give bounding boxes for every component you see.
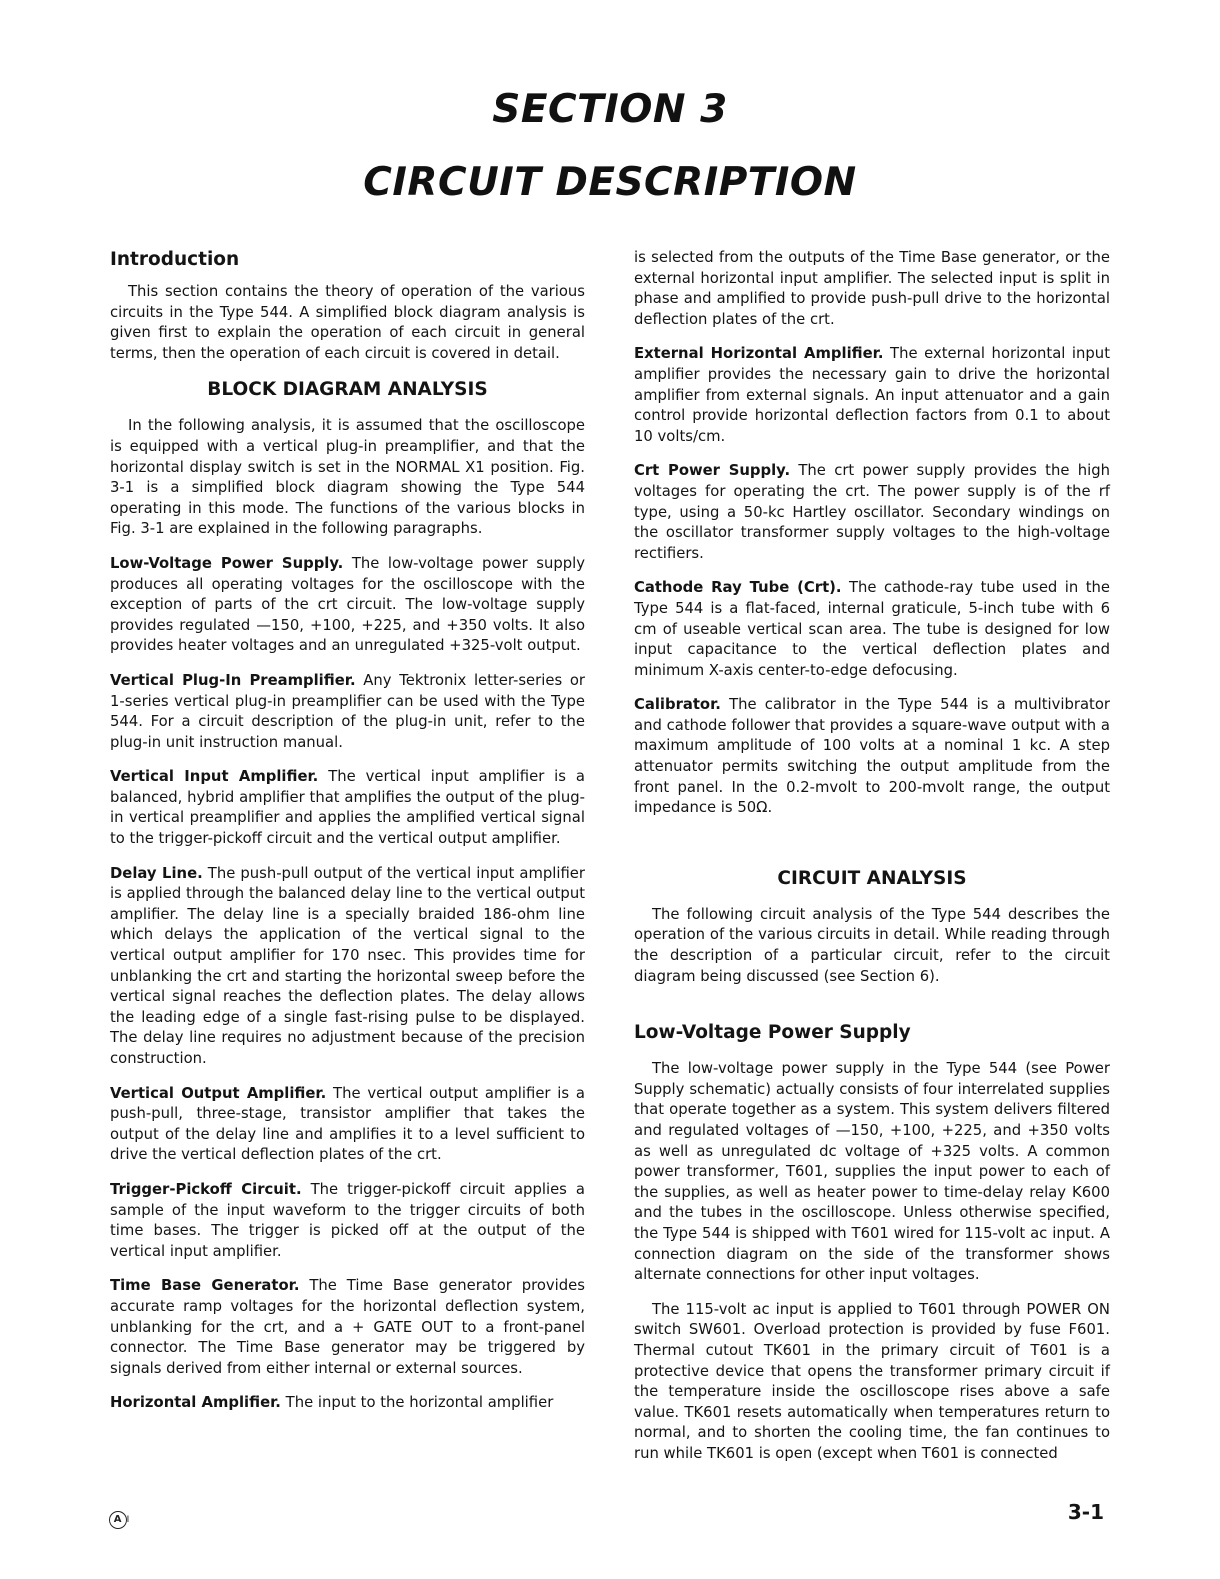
introduction-paragraph: This section contains the theory of operation of the various circuits in the Type 544. A simplified block diagram analysis is given first to explain the operation of each circuit in general terms, then the operation of each circuit is covered in detail. <box>110 283 585 362</box>
time-base-paragraph <box>110 1276 585 1379</box>
circuit-analysis-paragraph: The following circuit analysis of the Type 544 describes the operation of the various circuits in detail. While reading through the description of a particular circuit, refer to the circuit diagram being discussed (see Section 6). <box>634 905 1110 985</box>
crt-power-paragraph <box>634 461 1110 564</box>
horizontal-amp-text: The input to the horizontal amplifier <box>285 1394 554 1412</box>
manual-revision-logo <box>108 1510 130 1530</box>
cathode-ray-text: The cathode-ray tube used in the Type 544 is a flat-faced, internal graticule, 5-inch tube with 6 cm of useable vertical scan area. The tube is designed for low input capacitance to the vertical deflection plates and minimum X-axis center-to-edge defocusing. <box>634 579 1110 679</box>
delay-line-title: Delay Line. <box>110 864 203 882</box>
vertical-plugin-text: Any Tektronix letter-series or 1-series vertical plug-in preamplifier can be used with the Type 544. For a circuit description of the plug-in unit, refer to the plug-in unit instruction manual. <box>110 671 585 751</box>
lv-power-supply-text: The low-voltage power supply produces all operating voltages for the oscilloscope with the exception of parts of the crt circuit. The low-voltage supply provides regulated —150, +100, +225, and +350 volts. It also provides heater voltages and an unregulated +325-volt output. <box>110 554 585 655</box>
horizontal-amp-continued: is selected from the outputs of the Time Base generator, or the external horizontal input amplifier. The selected input is split in phase and amplified to provide push-pull drive to the horizontal deflection plates of the crt. <box>634 249 1110 328</box>
revision-subscript: I <box>126 1515 130 1525</box>
cathode-ray-title: Cathode Ray Tube (Crt). <box>634 579 842 597</box>
delay-line-text: The push-pull output of the vertical input amplifier is applied through the balanced delay line to the vertical output amplifier. The delay line is a specially braided 186-ohm line which delays the application of the vertical signal to the vertical output amplifier for 170 nsec. This provides time for unblanking the crt and starting the horizontal sweep before the vertical signal reaches the deflection plates. The delay allows the leading edge of a single fast-rising pulse to be displayed. The delay line requires no adjustment because of the precision construction. <box>110 864 585 1067</box>
right-column <box>634 248 1110 1465</box>
calibrator-paragraph <box>634 695 1110 819</box>
vertical-plugin-title: Vertical Plug-In Preamplifier. <box>110 671 356 689</box>
vertical-output-paragraph <box>110 1084 585 1166</box>
vertical-output-text: The vertical output amplifier is a push-pull, three-stage, transistor amplifier that takes the output of the delay line and amplifies it to a level sufficient to drive the vertical deflection plates of the crt. <box>110 1084 585 1164</box>
trigger-pickoff-text: The trigger-pickoff circuit applies a sample of the input waveform to the trigger circuits of both time bases. The trigger is picked off at the output of the vertical input amplifier. <box>110 1180 585 1260</box>
trigger-pickoff-paragraph <box>110 1180 585 1262</box>
circuit-analysis-heading: CIRCUIT ANALYSIS <box>777 867 967 889</box>
trigger-pickoff-title: Trigger-Pickoff Circuit. <box>110 1180 302 1198</box>
delay-line-paragraph <box>110 864 585 1070</box>
ext-horizontal-text: The external horizontal input amplifier provides the necessary gain to drive the horizontal amplifier from external signals. An input attenuator and a gain control provide horizontal deflection factors from 0.1 to about 10 volts/cm. <box>634 345 1110 445</box>
crt-power-title: Crt Power Supply. <box>634 462 791 480</box>
introduction-heading: Introduction <box>110 249 240 270</box>
ext-horizontal-paragraph <box>634 344 1110 447</box>
time-base-text: The Time Base generator provides accurate ramp voltages for the horizontal deflection system, unblanking for the crt, and a + GATE OUT to a front-panel connector. The Time Base generator may be triggered by signals derived from either internal or external sources. <box>110 1277 585 1377</box>
lv-power-supply-paragraph <box>110 554 585 657</box>
vertical-input-text: The vertical input amplifier is a balanced, hybrid amplifier that amplifies the output of the plug-in vertical preamplifier and applies the amplified vertical signal to the trigger-pickoff circuit and the vertical output amplifier. <box>110 768 585 848</box>
vertical-input-paragraph <box>110 767 585 849</box>
left-column <box>110 248 585 1414</box>
lvps-paragraph-1: The low-voltage power supply in the Type 544 (see Power Supply schematic) actually consists of four interrelated supplies that operate together as a system. This system delivers filtered and regulated voltages of —150, +100, +225, and +350 volts as well as unregulated dc voltage of +325 volts. A common power transformer, T601, supplies the input power to each of the supplies, as well as heater power to time-delay relay K600 and the tubes in the oscilloscope. Unless otherwise specified, the Type 544 is shipped with T601 wired for 115-volt ac input. A connection diagram on the side of the transformer shows alternate connections for other input voltages. <box>634 1060 1110 1284</box>
calibrator-text: The calibrator in the Type 544 is a multivibrator and cathode follower that provides a square-wave output with a maximum amplitude of 100 volts at a nominal 1 kc. A step attenuator permits switching the output amplitude from the front panel. In the 0.2-mvolt to 200-mvolt range, the output impedance is 50Ω. <box>634 696 1110 817</box>
lv-power-supply-title: Low-Voltage Power Supply. <box>110 554 344 572</box>
crt-power-text: The crt power supply provides the high voltages for operating the crt. The power supply is of the rf type, using a 50-kc Hartley oscillator. Secondary windings on the oscillator transformer supply voltages to the high-voltage rectifiers. <box>634 462 1110 562</box>
horizontal-amp-paragraph <box>110 1393 585 1414</box>
vertical-output-title: Vertical Output Amplifier. <box>110 1084 327 1102</box>
lvps-heading: Low-Voltage Power Supply <box>634 1022 911 1044</box>
block-diagram-heading: BLOCK DIAGRAM ANALYSIS <box>207 379 488 401</box>
vertical-plugin-paragraph <box>110 671 585 753</box>
block-diagram-paragraph: In the following analysis, it is assumed that the oscilloscope is equipped with a vertical plug-in preamplifier, and that the horizontal display switch is set in the NORMAL X1 position. Fig. 3-1 is a simplified block diagram showing the Type 544 operating in this mode. The functions of the various blocks in Fig. 3-1 are explained in the following paragraphs. <box>110 417 585 538</box>
ext-horizontal-title: External Horizontal Amplifier. <box>634 345 884 363</box>
section-title: CIRCUIT DESCRIPTION <box>363 160 857 205</box>
page-number: 3-1 <box>1067 1500 1104 1524</box>
section-number: SECTION 3 <box>492 87 728 132</box>
cathode-ray-paragraph <box>634 578 1110 681</box>
vertical-input-title: Vertical Input Amplifier. <box>110 768 319 786</box>
horizontal-amp-title: Horizontal Amplifier. <box>110 1394 281 1412</box>
lvps-paragraph-2: The 115-volt ac input is applied to T601 through POWER ON switch SW601. Overload protection is provided by fuse F601. Thermal cutout TK601 in the primary circuit of T601 is a protective device that opens the transformer primary circuit if the temperature inside the oscilloscope rises above a safe value. TK601 resets automatically when temperatures return to normal, and to shorten the cooling time, the fan continues to run while TK601 is open (except when T601 is connected <box>634 1300 1110 1462</box>
calibrator-title: Calibrator. <box>634 696 721 714</box>
time-base-title: Time Base Generator. <box>110 1277 300 1295</box>
revision-letter-icon: A <box>109 1511 127 1529</box>
